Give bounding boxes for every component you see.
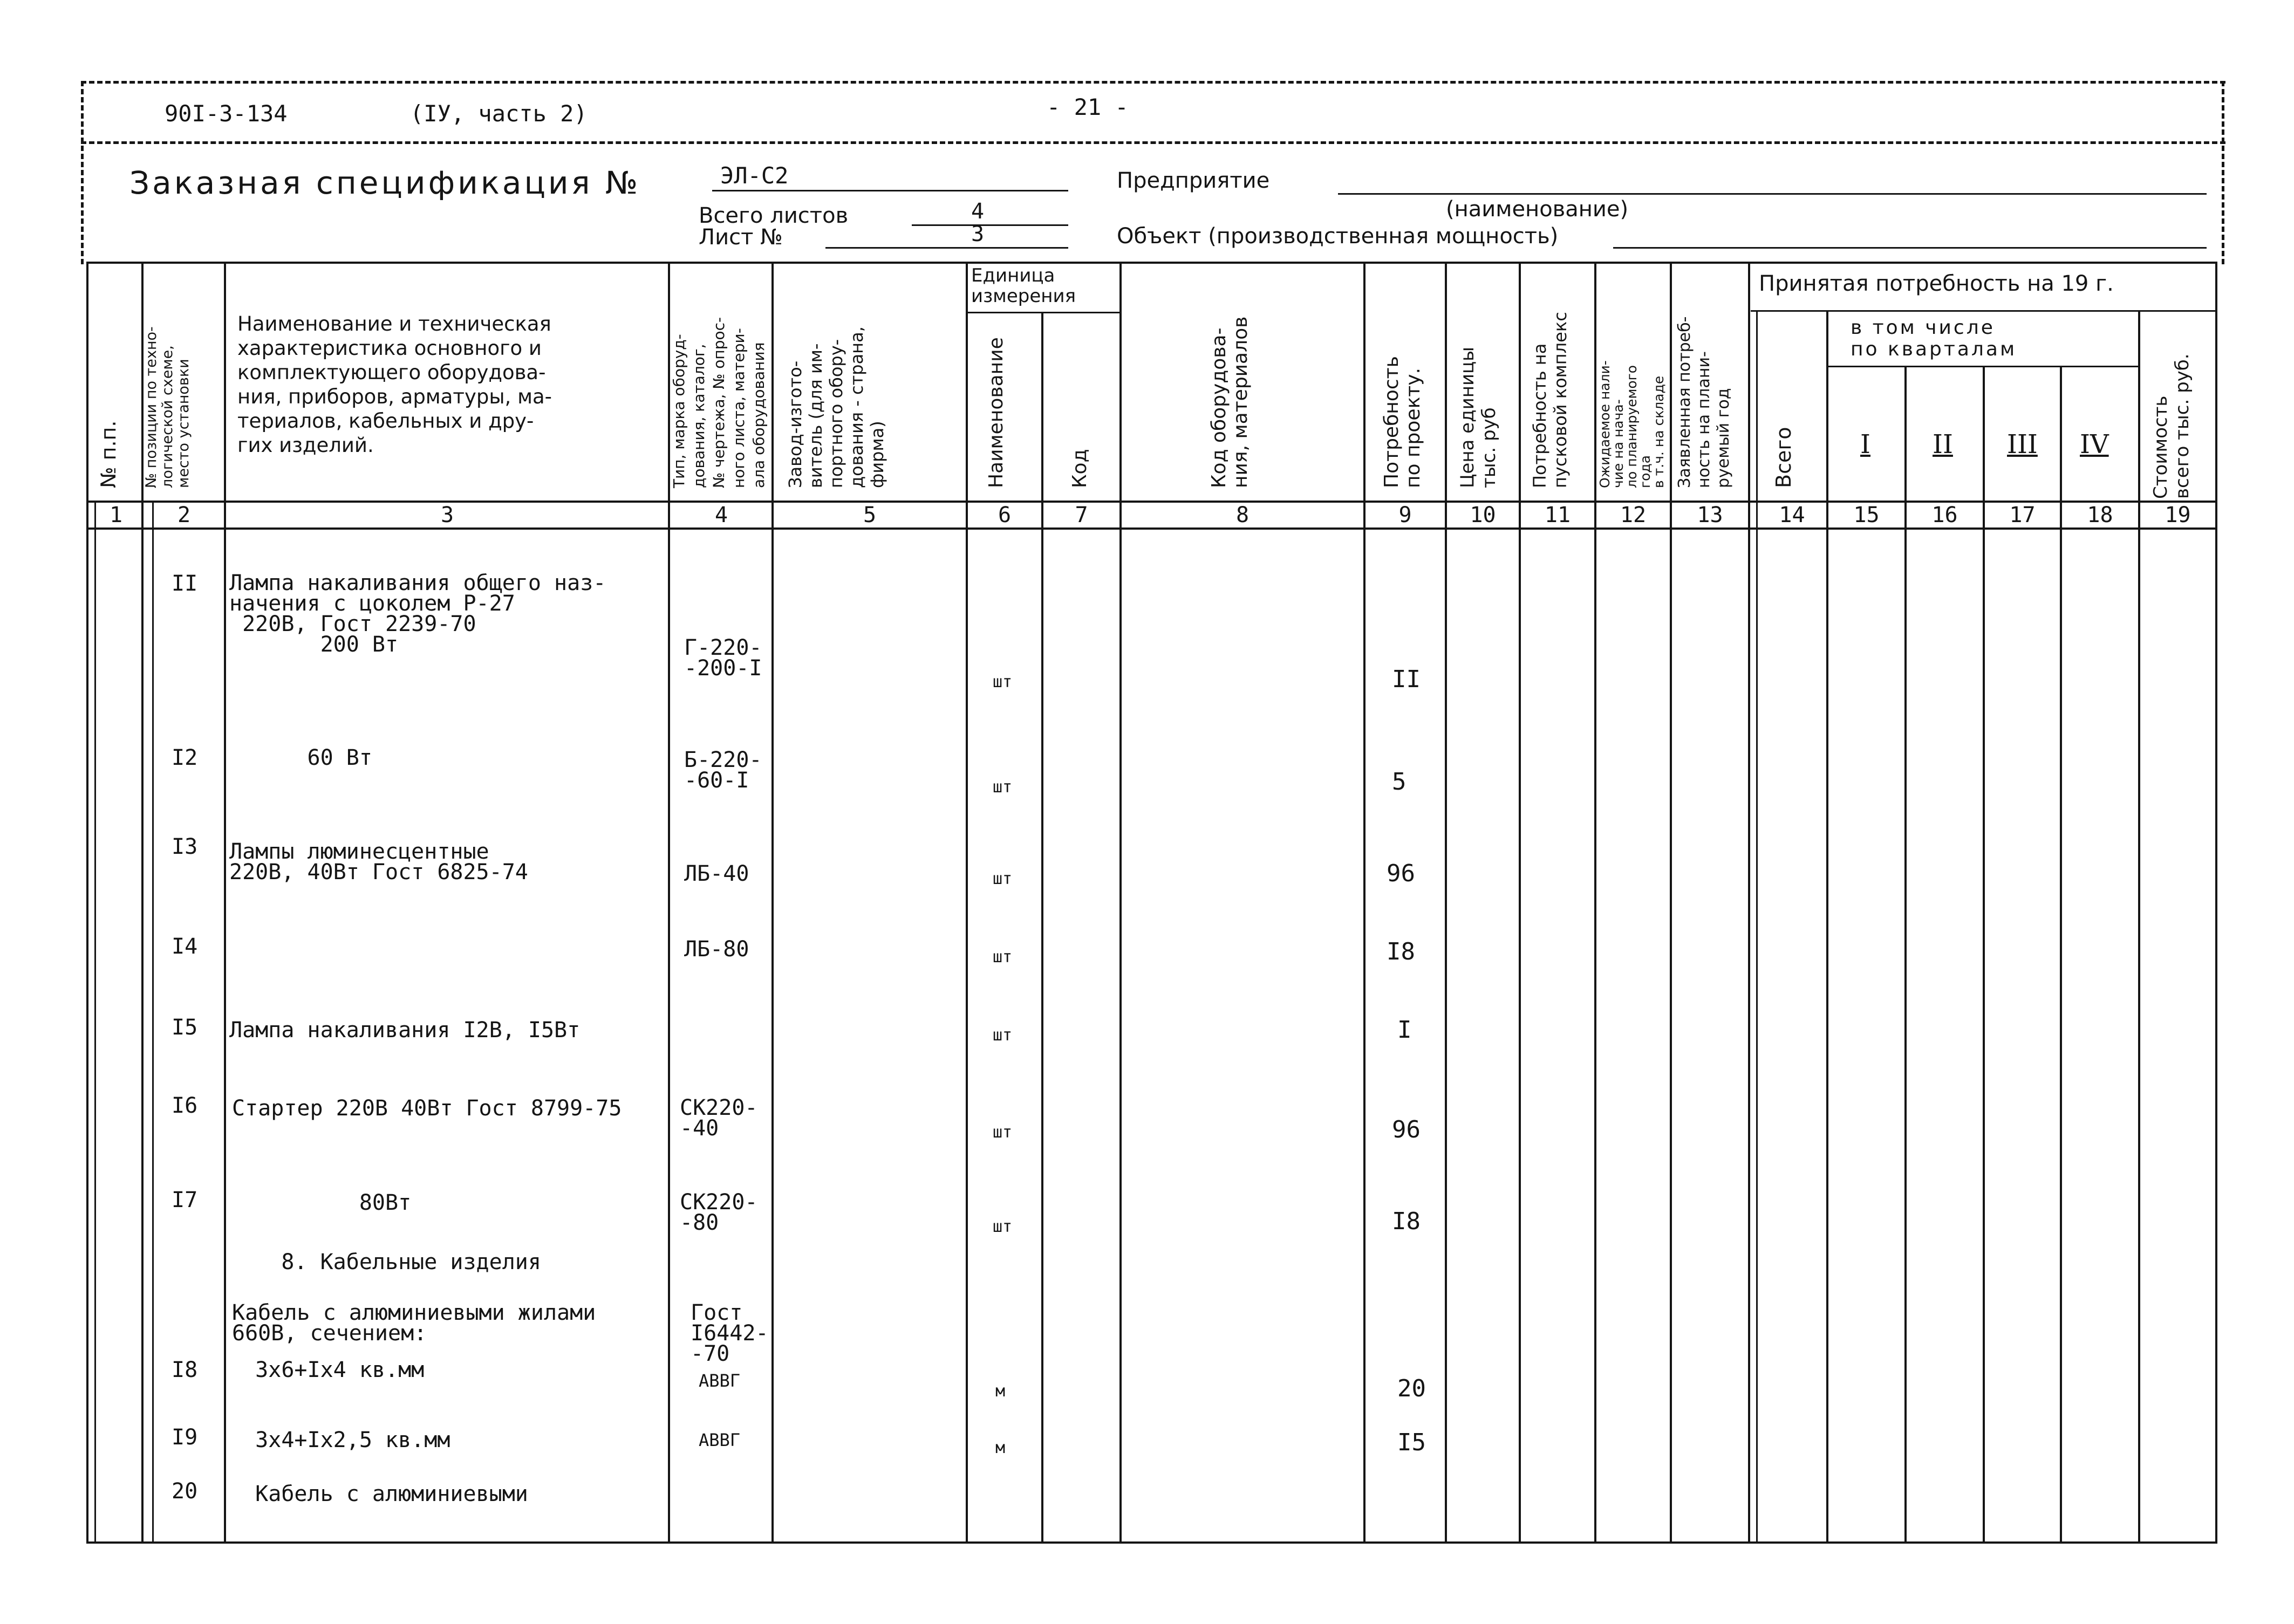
col-number: 15 xyxy=(1853,503,1880,527)
row-position: I4 xyxy=(172,934,198,959)
col-number: 2 xyxy=(177,503,191,527)
col-number: 10 xyxy=(1470,503,1496,527)
col-header-position: № позиции по техно- логической схеме, место установки xyxy=(143,326,192,488)
table-head-bottom xyxy=(86,501,2217,503)
col-number: 3 xyxy=(440,503,454,527)
quarter-1: I xyxy=(1860,429,1870,460)
row-qty: I8 xyxy=(1387,938,1415,965)
col-line xyxy=(1904,366,1907,1544)
row-description: 3х4+Iх2,5 кв.мм xyxy=(229,1428,450,1452)
row-unit: шт xyxy=(993,1026,1013,1045)
row-qty: 20 xyxy=(1397,1375,1426,1402)
col-number: 16 xyxy=(1931,503,1958,527)
frame-top xyxy=(81,81,2225,84)
enterprise-underline xyxy=(1338,193,2207,195)
col-number: 7 xyxy=(1075,503,1088,527)
row-unit: шт xyxy=(993,778,1013,797)
col-header-equipment-code: Код оборудова- ния, материалов xyxy=(1208,316,1252,488)
col-line xyxy=(1519,262,1521,1544)
col-line xyxy=(1445,262,1447,1544)
row-qty: 96 xyxy=(1392,1116,1421,1143)
col-line xyxy=(224,262,226,1544)
row-type: АВВГ xyxy=(699,1430,741,1450)
spec-number: ЭЛ-С2 xyxy=(720,162,789,189)
row-unit: шт xyxy=(993,869,1013,888)
table-num-bottom xyxy=(86,527,2217,530)
col-number: 8 xyxy=(1235,503,1250,527)
col-line xyxy=(152,502,154,1543)
row-type: ЛБ-80 xyxy=(684,937,749,962)
row-description: Кабель с алюминиевыми жилами 660В, сечением: xyxy=(232,1300,596,1346)
row-position: I9 xyxy=(172,1425,198,1450)
col-header-project-need: Потребность по проекту. xyxy=(1381,356,1424,488)
spec-number-underline xyxy=(712,190,1068,191)
col-line xyxy=(94,502,96,1543)
row-description: Лампа накаливания I2В, I5Вт xyxy=(229,1018,581,1043)
doc-part: (IУ, часть 2) xyxy=(410,100,588,127)
table-bottom xyxy=(86,1541,2217,1544)
col-header-expected: Ожидаемое нали- чие на нача- ло планируемого года в т.ч. на складе xyxy=(1597,360,1667,488)
col-line xyxy=(1041,312,1043,1544)
row-qty: I xyxy=(1397,1016,1412,1044)
row-position: I7 xyxy=(172,1188,198,1212)
row-position: 20 xyxy=(172,1479,198,1504)
col-number: 9 xyxy=(1398,503,1412,527)
row-unit: м xyxy=(995,1382,1006,1401)
frame-left xyxy=(81,81,84,264)
quarter-2: II xyxy=(1933,429,1953,460)
row-description: 3х6+Iх4 кв.мм xyxy=(229,1358,425,1382)
col-number: 11 xyxy=(1544,503,1571,527)
col-line xyxy=(966,262,968,1544)
section-heading: 8. Кабельные изделия xyxy=(229,1250,541,1274)
quarters-rule xyxy=(1826,366,2138,367)
row-unit: м xyxy=(995,1438,1006,1457)
col-number: 6 xyxy=(998,503,1012,527)
quarter-4: IV xyxy=(2080,429,2109,460)
col-header-unit-group: Единица измерения xyxy=(971,265,1076,307)
row-type: Гост I6442- -70 xyxy=(691,1300,769,1366)
row-unit: шт xyxy=(993,948,1013,967)
col-number: 13 xyxy=(1697,503,1723,527)
object-underline xyxy=(1613,247,2207,249)
header-divider xyxy=(81,141,2225,144)
sheet-number-underline xyxy=(825,247,1068,249)
col-header-num: № п.п. xyxy=(97,420,120,488)
col-line xyxy=(86,262,88,1544)
quarter-3: III xyxy=(2007,429,2038,460)
col-header-accepted: Принятая потребность на 19 г. xyxy=(1759,271,2114,296)
col-header-unit-name: Наименование xyxy=(985,337,1007,488)
col-number: 19 xyxy=(2165,503,2191,527)
row-unit: шт xyxy=(993,1217,1013,1236)
col-number: 12 xyxy=(1620,503,1647,527)
page-number: - 21 - xyxy=(1047,94,1129,120)
col-line xyxy=(1670,262,1672,1544)
col-header-quarters: в том числе по кварталам xyxy=(1851,317,2017,360)
col-number: 4 xyxy=(714,503,728,527)
col-header-type: Тип, марка оборуд- дования, каталог, № чертежа, № опрос- ного листа, матери- ала оборудования xyxy=(670,317,768,488)
row-position: II xyxy=(172,571,198,596)
col-line xyxy=(1748,262,1750,1544)
sheets-total-label: Всего листов xyxy=(699,203,849,228)
col-line xyxy=(772,262,774,1544)
row-type: СК220- -80 xyxy=(680,1190,758,1235)
col-number: 5 xyxy=(863,503,877,527)
col-line xyxy=(1826,310,1828,1544)
row-qty: II xyxy=(1392,666,1421,693)
col-number: 1 xyxy=(109,503,123,527)
col-header-startup-need: Потребность на пусковой комплекс xyxy=(1530,312,1571,488)
row-description: 60 Вт xyxy=(229,745,372,770)
row-type: СК220- -40 xyxy=(680,1095,758,1141)
row-description: Стартер 220В 40Вт Гост 8799-75 xyxy=(232,1096,622,1121)
col-line xyxy=(2138,310,2140,1544)
object-label: Объект (производственная мощность) xyxy=(1117,224,1559,249)
row-description: Лампа накаливания общего наз- начения с цоколем Р-27 220В, Гост 2239-70 200 Вт xyxy=(229,571,606,657)
accepted-rule xyxy=(1751,310,2217,312)
row-position: I5 xyxy=(172,1015,198,1040)
row-type: Б-220- -60-I xyxy=(684,748,762,793)
row-position: I6 xyxy=(172,1093,198,1118)
col-header-declared: Заявленная потреб- ность на плани- руемый год xyxy=(1675,316,1733,488)
col-header-total: Всего xyxy=(1772,427,1795,488)
col-number: 17 xyxy=(2009,503,2036,527)
row-qty: I8 xyxy=(1392,1208,1421,1235)
row-unit: шт xyxy=(993,673,1013,691)
row-qty: 5 xyxy=(1392,768,1407,796)
row-description: 80Вт xyxy=(229,1190,412,1215)
row-type: АВВГ xyxy=(699,1371,741,1391)
frame-right xyxy=(2222,81,2224,264)
row-type: ЛБ-40 xyxy=(684,861,749,886)
col-header-manufacturer: Завод-изгото- витель (для им- портного обору- дования - страна, фирма) xyxy=(785,326,887,488)
row-description: Кабель с алюминиевыми xyxy=(229,1482,528,1506)
row-position: I3 xyxy=(172,834,198,859)
row-unit: шт xyxy=(993,1123,1013,1142)
table-top xyxy=(86,262,2217,264)
row-qty: 96 xyxy=(1387,860,1415,887)
doc-code: 90I-3-134 xyxy=(165,100,288,127)
col-line xyxy=(1594,262,1596,1544)
col-line xyxy=(1756,310,1758,1544)
enterprise-label: Предприятие xyxy=(1117,168,1270,193)
col-line xyxy=(2215,262,2217,1544)
col-line xyxy=(1363,262,1366,1544)
row-qty: I5 xyxy=(1397,1429,1426,1456)
spec-title: Заказная спецификация № xyxy=(129,165,641,201)
sheets-total: 4 xyxy=(971,199,985,224)
name-hint: (наименование) xyxy=(1446,197,1629,222)
col-header-description: Наименование и техническая характеристика основного и комплектующего оборудова- ния, приборов, арматуры, ма- териалов, кабельных и дру- гих изделий. xyxy=(237,312,552,457)
col-number: 18 xyxy=(2087,503,2113,527)
col-line xyxy=(1983,366,1985,1544)
row-position: I8 xyxy=(172,1358,198,1382)
sheets-total-underline xyxy=(912,224,1068,226)
row-type: Г-220- -200-I xyxy=(684,635,762,681)
row-description: Лампы люминесцентные 220В, 40Вт Гост 6825-74 xyxy=(229,839,528,885)
row-position: I2 xyxy=(172,745,198,770)
col-line xyxy=(2060,366,2062,1544)
col-header-unit-code: Код xyxy=(1069,449,1091,488)
col-number: 14 xyxy=(1779,503,1805,527)
col-line xyxy=(1119,262,1122,1544)
sheet-number: 3 xyxy=(971,222,985,246)
col-header-unit-price: Цена единицы тыс. руб xyxy=(1457,346,1500,488)
col-header-cost: Стоимость всего тыс. руб. xyxy=(2150,353,2193,499)
sheet-label: Лист № xyxy=(699,225,783,250)
